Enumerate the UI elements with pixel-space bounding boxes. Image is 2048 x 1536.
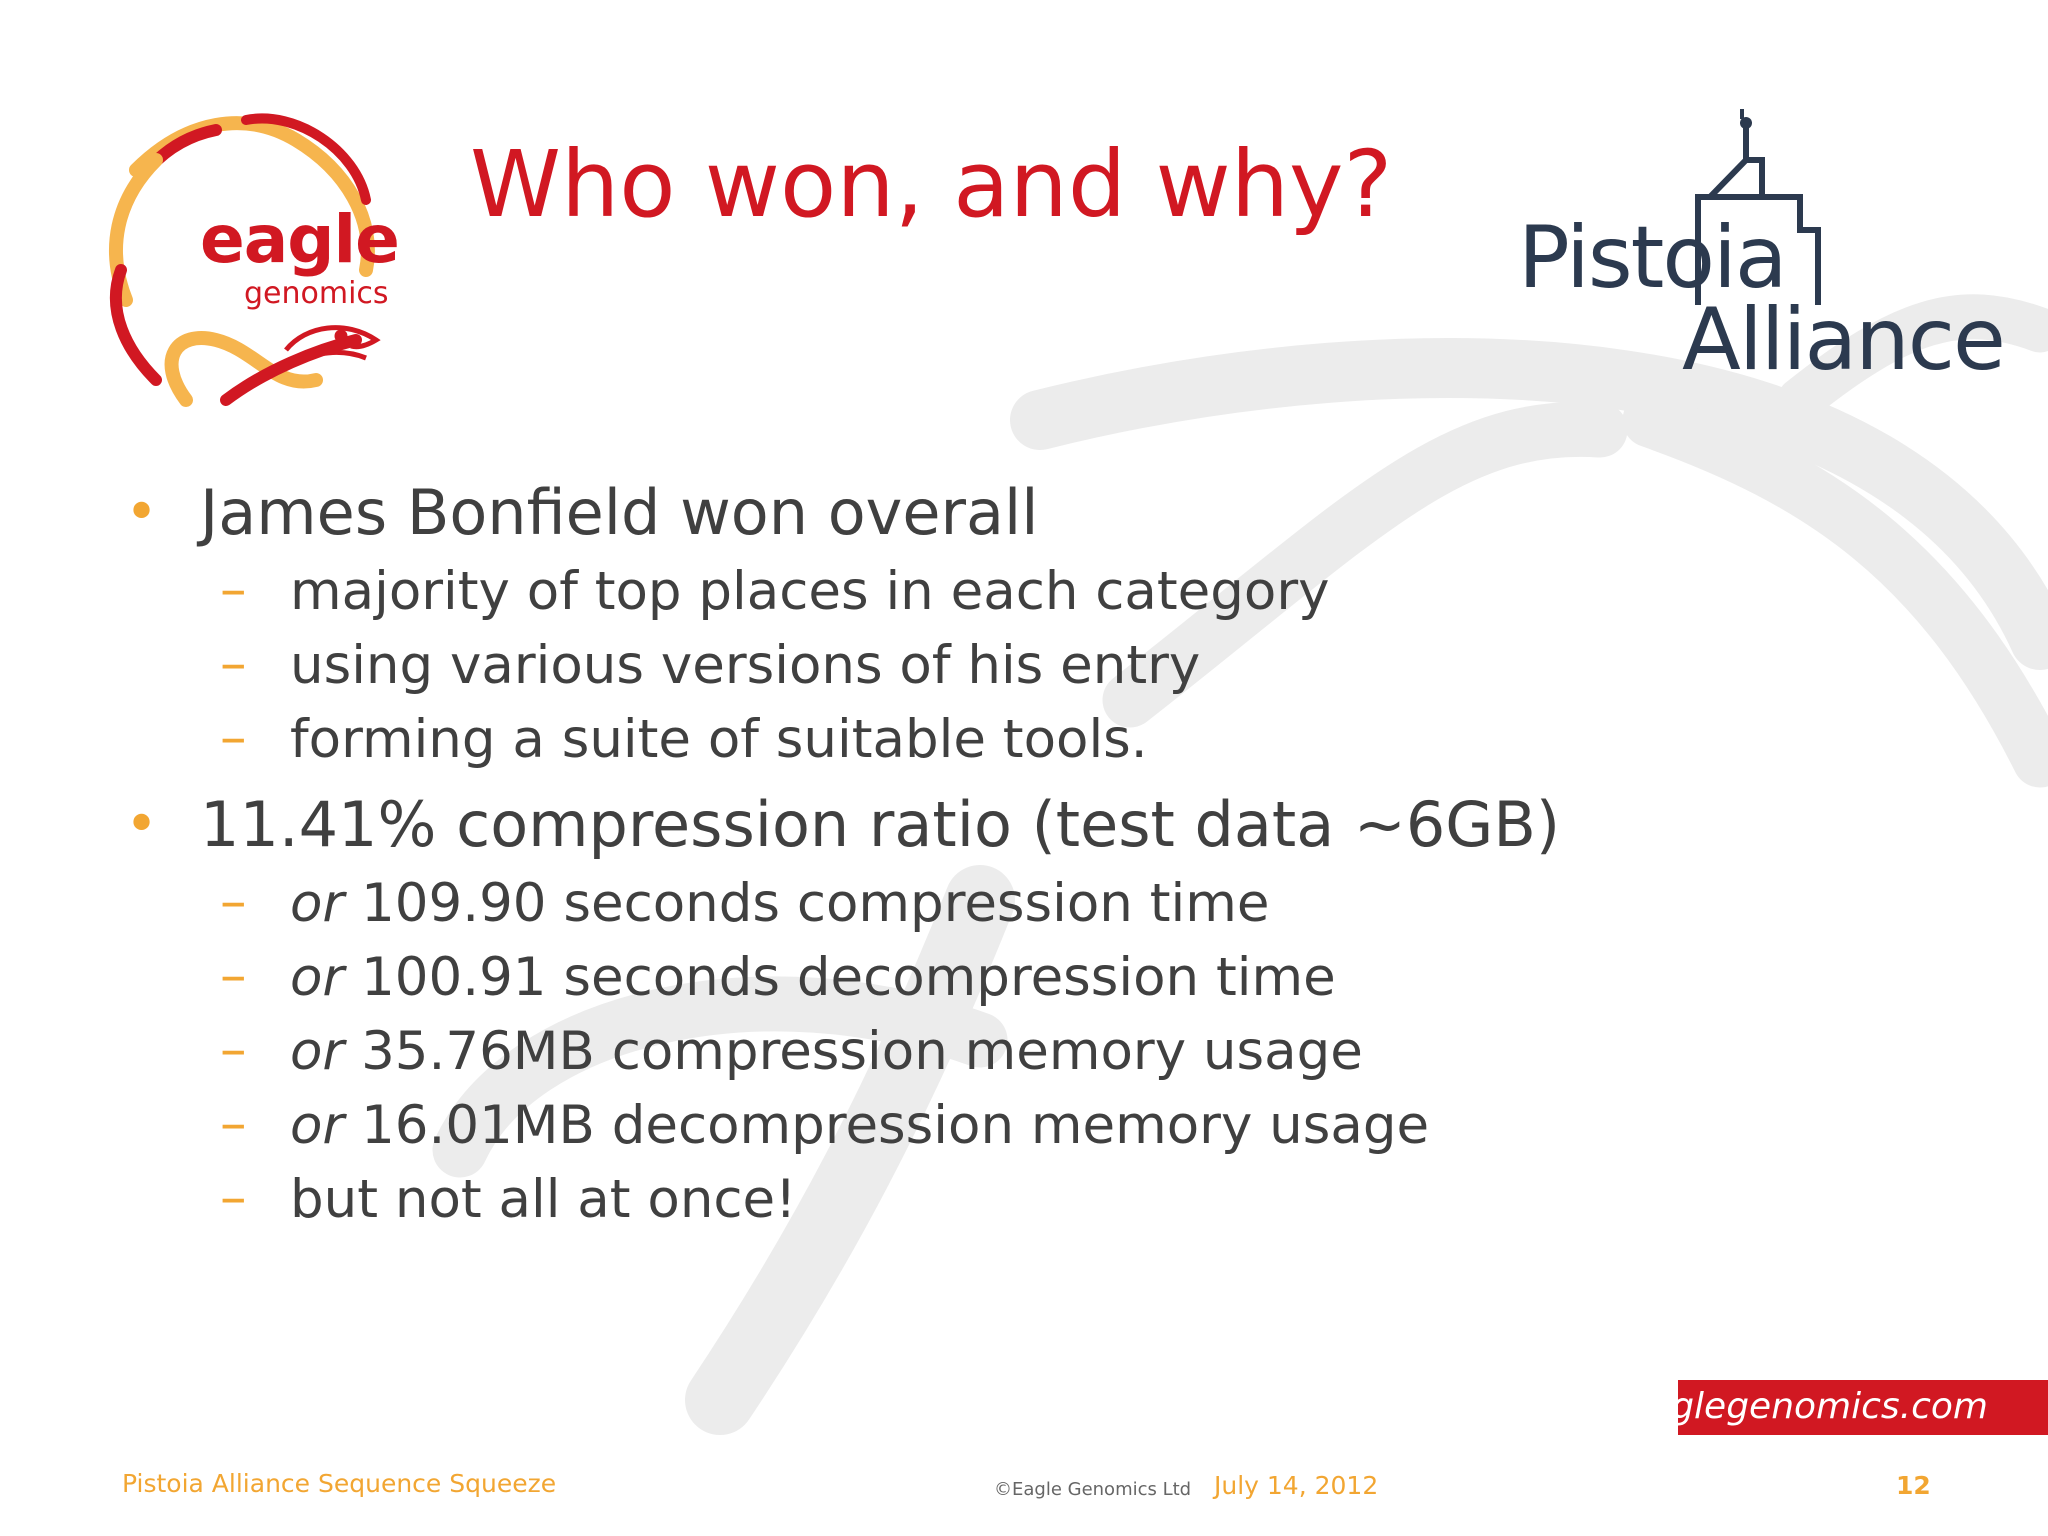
bullet-text: James Bonfield won overall — [200, 476, 1039, 549]
bullet-dot-icon: • — [125, 792, 159, 857]
tower-top — [1710, 160, 1762, 197]
logo-ribbon-4 — [116, 270, 156, 380]
dash-icon: – — [220, 945, 247, 1006]
sub-bullet-item — [120, 1089, 1520, 1163]
dash-icon: – — [220, 707, 247, 768]
tower-flag-icon — [1740, 109, 1752, 129]
page-number: 12 — [1896, 1471, 1931, 1500]
bullet-dot-icon: • — [125, 480, 159, 545]
pistoia-logo-word-2: Alliance — [1682, 290, 2004, 390]
sub-bullet-item — [120, 867, 1520, 941]
bullet-item — [120, 783, 1561, 867]
dash-icon: – — [220, 1167, 247, 1228]
or-label: or — [290, 873, 345, 934]
sub-bullet-item — [120, 1163, 1520, 1237]
or-label: or — [290, 1095, 345, 1156]
slide-title: Who won, and why? — [470, 131, 1393, 238]
pistoia-logo-word-1: Pistoia — [1518, 208, 1786, 308]
website-url[interactable]: eaglegenomics.com — [1626, 1386, 1988, 1427]
dash-icon: – — [220, 559, 247, 620]
dash-icon: – — [220, 633, 247, 694]
sub-bullet-text: majority of top places in each category — [290, 561, 1330, 622]
dash-icon: – — [220, 871, 247, 932]
sub-bullet-item — [120, 941, 1520, 1015]
sub-bullet-item — [120, 629, 1520, 703]
sub-bullet-item — [120, 555, 1520, 629]
footer-date: July 14, 2012 — [1214, 1471, 1379, 1500]
sub-bullet-text: 16.01MB decompression memory usage — [361, 1095, 1430, 1156]
footer-copyright: ©Eagle Genomics Ltd — [994, 1479, 1192, 1500]
sub-bullet-text: 100.91 seconds decompression time — [361, 947, 1336, 1008]
website-banner — [1626, 1380, 2048, 1435]
sub-bullet-text: but not all at once! — [290, 1169, 797, 1230]
sub-bullet-item — [120, 703, 1520, 777]
bullet-text: 11.41% compression ratio (test data ~6GB) — [200, 788, 1561, 861]
eagle-logo-subtitle: genomics — [244, 276, 389, 311]
dash-icon: – — [220, 1019, 247, 1080]
sub-bullet-text: using various versions of his entry — [290, 635, 1201, 696]
sub-bullet-text: 35.76MB compression memory usage — [361, 1021, 1363, 1082]
footer-presentation-title: Pistoia Alliance Sequence Squeeze — [122, 1469, 557, 1498]
or-label: or — [290, 947, 345, 1008]
bullet-list — [120, 465, 1561, 1237]
dash-icon: – — [220, 1093, 247, 1154]
sub-bullet-text: forming a suite of suitable tools. — [290, 709, 1148, 770]
or-label: or — [290, 1021, 345, 1082]
sub-bullet-text: 109.90 seconds compression time — [361, 873, 1270, 934]
sub-bullet-item — [120, 1015, 1520, 1089]
eagle-logo-word: eagle — [200, 201, 399, 278]
bullet-item — [120, 471, 1520, 555]
